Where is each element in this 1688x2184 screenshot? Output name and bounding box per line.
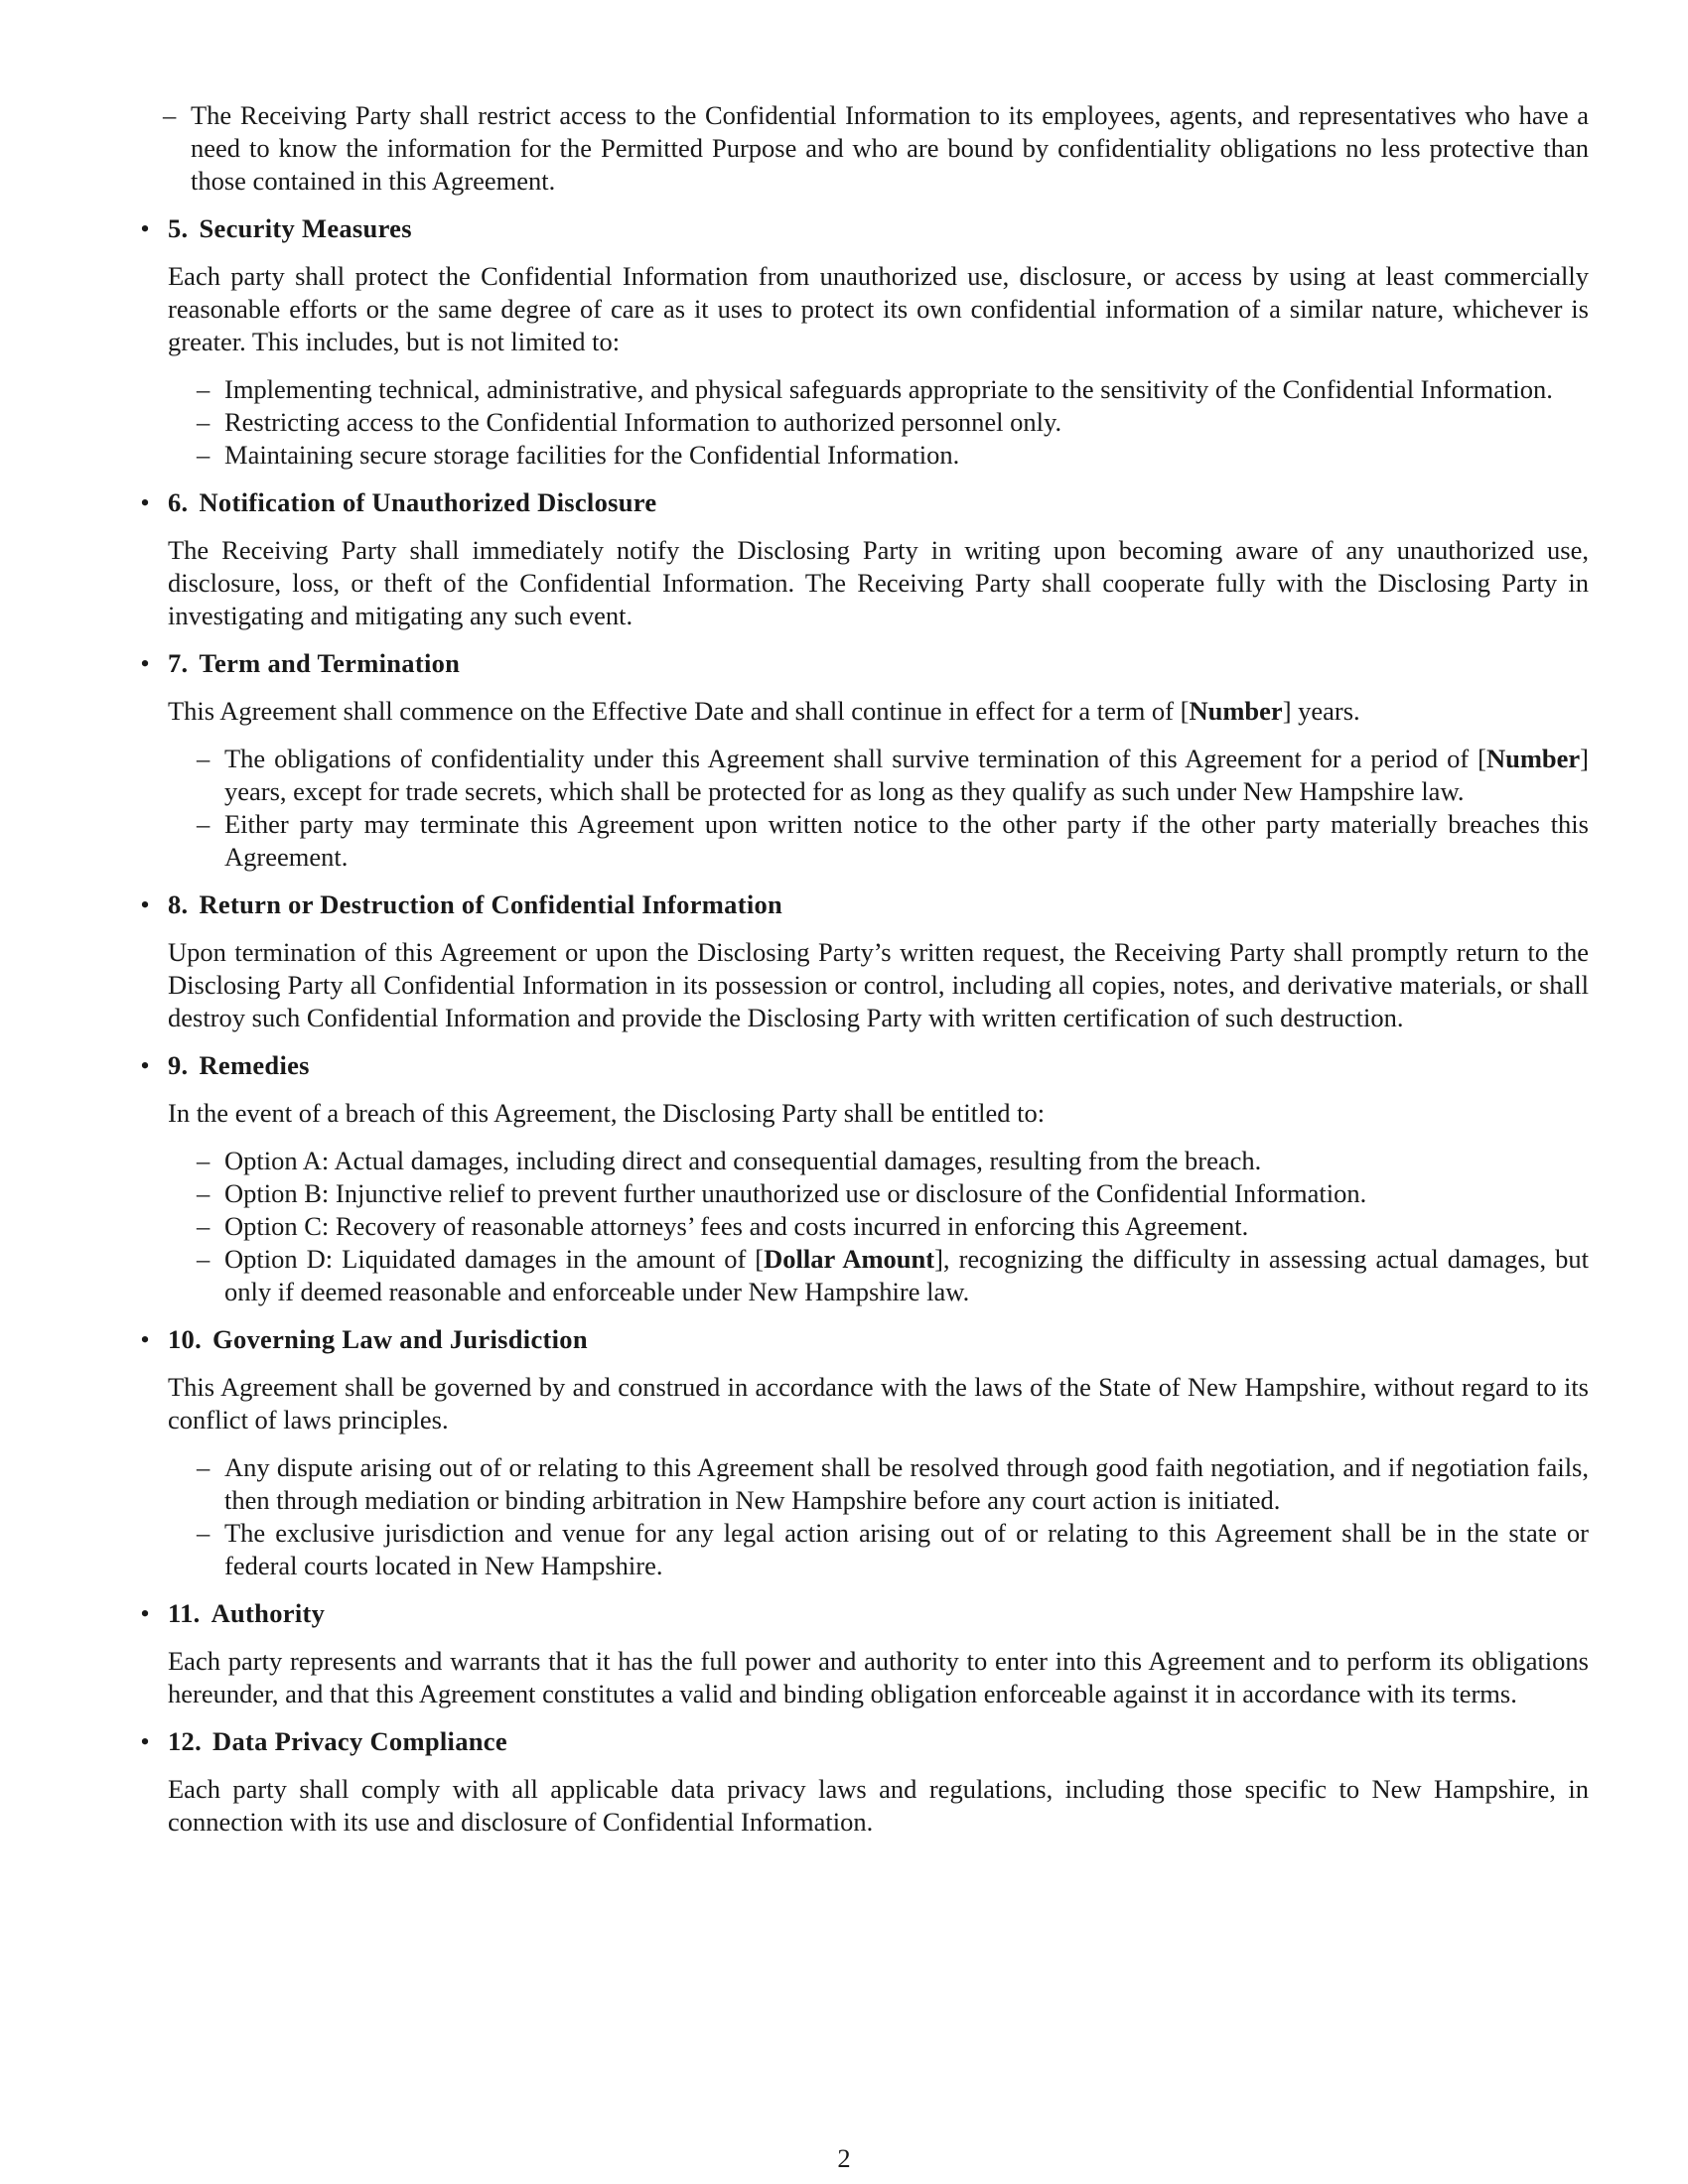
- section-number: 10.: [168, 1324, 203, 1354]
- list-item: [168, 373, 1589, 406]
- section-number: 8.: [168, 889, 189, 919]
- section-number: 5.: [168, 213, 189, 243]
- list-item: [168, 1177, 1589, 1210]
- text-run: ] years, except for trade secrets, which shall be protected for as long as they qualify as such under New Hampshire law.: [224, 744, 1589, 806]
- list-item-text: The exclusive jurisdiction and venue for any legal action arising out of or relating to this Agreement shall be in the state or federal courts located in New Hampshire.: [224, 1518, 1589, 1580]
- section: [134, 888, 1589, 1034]
- section-heading: [168, 486, 1589, 519]
- dash-marker: –: [197, 744, 211, 773]
- section-number: 9.: [168, 1050, 189, 1080]
- dash-marker: –: [197, 1244, 211, 1274]
- section-number: 12.: [168, 1726, 203, 1756]
- bullet-marker: •: [140, 1726, 150, 1756]
- list-item-text: Any dispute arising out of or relating to this Agreement shall be resolved through good faith negotiation, and if negotiation fails, then through mediation or binding arbitration in New Hampshire before any court action is initiated.: [224, 1452, 1589, 1515]
- list-item: [168, 1243, 1589, 1308]
- list-item: [168, 1210, 1589, 1243]
- list-item: [168, 808, 1589, 874]
- bullet-marker: •: [140, 213, 150, 243]
- dash-marker: –: [197, 1211, 211, 1241]
- list-item: [168, 743, 1589, 808]
- section: [134, 1725, 1589, 1839]
- section-heading: [168, 212, 1589, 245]
- bullet-marker: •: [140, 487, 150, 517]
- list-item: [168, 439, 1589, 472]
- list-item: [168, 406, 1589, 439]
- section-heading: [168, 1049, 1589, 1082]
- list-item-text: Option A: Actual damages, including direct and consequential damages, resulting from the breach.: [224, 1146, 1262, 1175]
- section-paragraph: Each party represents and warrants that it has the full power and authority to enter into this Agreement and to perform its obligations hereunder, and that this Agreement constitutes a valid and binding obligation enforceable against it in accordance with its terms.: [168, 1646, 1589, 1708]
- dash-marker: –: [197, 1452, 211, 1482]
- dash-marker: –: [197, 1518, 211, 1548]
- section: [134, 1049, 1589, 1308]
- page-number: 2: [837, 2143, 851, 2173]
- section: [134, 1323, 1589, 1582]
- bullet-marker: •: [140, 1324, 150, 1354]
- section-title: Security Measures: [199, 213, 412, 243]
- section: [134, 212, 1589, 472]
- bullet-marker: •: [140, 1050, 150, 1080]
- list-item-text: Either party may terminate this Agreement upon written notice to the other party if the other party materially breaches this Agreement.: [224, 809, 1589, 872]
- section-title: Data Privacy Compliance: [212, 1726, 507, 1756]
- section-paragraph: Each party shall comply with all applicable data privacy laws and regulations, including those specific to New Hampshire, in connection with its use and disclosure of Confidential Information.: [168, 1774, 1589, 1837]
- list-item-text: Restricting access to the Confidential Information to authorized personnel only.: [224, 407, 1062, 437]
- section-heading: [168, 1725, 1589, 1758]
- document-body: [134, 99, 1589, 1853]
- continued-list: [134, 99, 1589, 198]
- section-title: Notification of Unauthorized Disclosure: [199, 487, 657, 517]
- text-run: ], recognizing the difficulty in assessing actual damages, but only if deemed reasonable and enforceable under New Hampshire law.: [224, 1244, 1589, 1306]
- list-item-text: The Receiving Party shall restrict access to the Confidential Information to its employees, agents, and representatives who have a need to know the information for the Permitted Purpose and who are bound by confidentiality obligations no less protective than those contained in this Agreement.: [191, 100, 1589, 196]
- sub-list: [168, 1451, 1589, 1582]
- section-title: Authority: [211, 1598, 326, 1628]
- bullet-marker: •: [140, 889, 150, 919]
- placeholder-field: Dollar Amount: [764, 1244, 935, 1274]
- section: [134, 647, 1589, 874]
- list-item: [168, 1517, 1589, 1582]
- section-title: Governing Law and Jurisdiction: [212, 1324, 588, 1354]
- section-number: 11.: [168, 1598, 201, 1628]
- dash-marker: –: [197, 1146, 211, 1175]
- list-item-text: [224, 744, 1589, 806]
- list-item-text: Maintaining secure storage facilities for the Confidential Information.: [224, 440, 960, 470]
- text-run: ] years.: [1282, 696, 1360, 726]
- section: [134, 486, 1589, 632]
- placeholder-field: Number: [1485, 744, 1581, 773]
- list-item-text: Option B: Injunctive relief to prevent further unauthorized use or disclosure of the Confidential Information.: [224, 1178, 1367, 1208]
- dash-marker: –: [197, 407, 211, 437]
- sub-list: [168, 373, 1589, 472]
- dash-marker: –: [197, 374, 211, 404]
- text-run: This Agreement shall commence on the Effective Date and shall continue in effect for a term of [: [168, 696, 1190, 726]
- sub-list: [168, 743, 1589, 874]
- section-title: Return or Destruction of Confidential Information: [199, 889, 783, 919]
- bullet-marker: •: [140, 648, 150, 678]
- list-item: [134, 99, 1589, 198]
- list-item-text: [224, 1244, 1589, 1306]
- dash-marker: –: [197, 1178, 211, 1208]
- section-title: Remedies: [199, 1050, 310, 1080]
- list-item-text: Option C: Recovery of reasonable attorneys’ fees and costs incurred in enforcing this Agreement.: [224, 1211, 1249, 1241]
- section-heading: [168, 888, 1589, 921]
- section-list: [134, 212, 1589, 1839]
- list-item: [168, 1451, 1589, 1517]
- section-paragraph: Each party shall protect the Confidential Information from unauthorized use, disclosure, or access by using at least commercially reasonable efforts or the same degree of care as it uses to protect its own confidential information of a similar nature, whichever is greater. This includes, but is not limited to:: [168, 261, 1589, 356]
- dash-marker: –: [197, 440, 211, 470]
- section-number: 7.: [168, 648, 189, 678]
- section-title: Term and Termination: [199, 648, 461, 678]
- section-paragraph: Upon termination of this Agreement or upon the Disclosing Party’s written request, the Receiving Party shall promptly return to the Disclosing Party all Confidential Information in its possession or control, including all copies, notes, and derivative materials, or shall destroy such Confidential Information and provide the Disclosing Party with written certification of such destruction.: [168, 937, 1589, 1032]
- section-paragraph: [168, 695, 1589, 728]
- section: [134, 1597, 1589, 1710]
- dash-marker: –: [197, 809, 211, 839]
- text-run: Option D: Liquidated damages in the amount of [: [224, 1244, 765, 1274]
- sub-list: [168, 1145, 1589, 1308]
- list-item-text: Implementing technical, administrative, and physical safeguards appropriate to the sensitivity of the Confidential Information.: [224, 374, 1553, 404]
- section-number: 6.: [168, 487, 189, 517]
- section-heading: [168, 1597, 1589, 1630]
- list-item: [168, 1145, 1589, 1177]
- section-heading: [168, 647, 1589, 680]
- section-paragraph: This Agreement shall be governed by and construed in accordance with the laws of the State of New Hampshire, without regard to its conflict of laws principles.: [168, 1372, 1589, 1434]
- dash-marker: –: [163, 100, 177, 130]
- section-paragraph: In the event of a breach of this Agreement, the Disclosing Party shall be entitled to:: [168, 1098, 1046, 1128]
- section-paragraph: The Receiving Party shall immediately notify the Disclosing Party in writing upon becoming aware of any unauthorized use, disclosure, loss, or theft of the Confidential Information. The Receiving Party shall cooperate fully with the Disclosing Party in investigating and mitigating any such event.: [168, 535, 1589, 630]
- section-heading: [168, 1323, 1589, 1356]
- text-run: The obligations of confidentiality under this Agreement shall survive termination of this Agreement for a period of [: [224, 744, 1486, 773]
- bullet-marker: •: [140, 1598, 150, 1628]
- placeholder-field: Number: [1189, 696, 1283, 726]
